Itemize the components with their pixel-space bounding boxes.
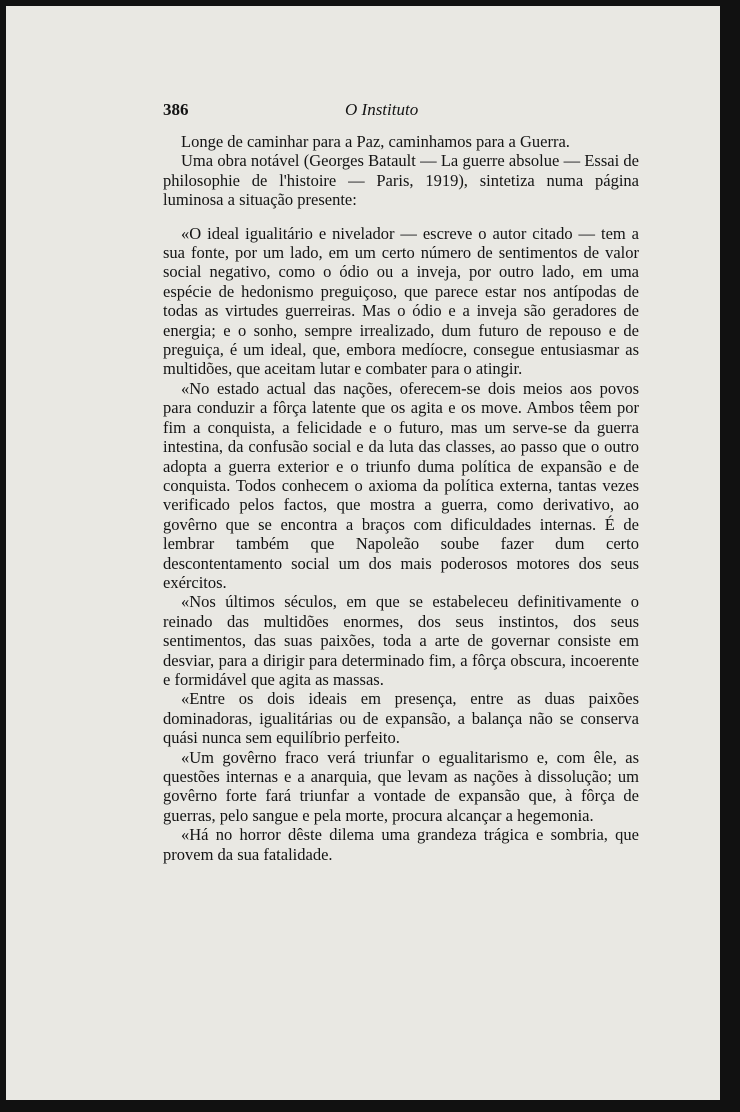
running-head	[163, 96, 639, 124]
quote-paragraph-6: «Há no horror dêste dilema uma grandeza trágica e sombria, que provem da sua fatalidade.	[163, 825, 639, 864]
page-content	[163, 96, 639, 864]
quote-paragraph-3: «Nos últimos séculos, em que se estabeleceu definitivamente o reinado das multidões enormes, dos seus instintos, dos seus sentimentos, das suas paixões, toda a arte de governar consiste em desviar, para a dirigir para determinado fim, a fôrça obscura, incoerente e formidável que agita as massas.	[163, 592, 639, 689]
page-number: 386	[163, 100, 189, 119]
quote-paragraph-5: «Um govêrno fraco verá triunfar o egualitarismo e, com êle, as questões internas e a anarquia, que levam as nações à dissolução; um govêrno forte fará triunfar a vontade de expansão que, à fôrça de guerras, pelo sangue e pela morte, procura alcançar a hegemonia.	[163, 747, 639, 825]
quote-paragraph-2: «No estado actual das nações, oferecem-se dois meios aos povos para conduzir a fôrça latente que os agita e os move. Ambos têem por fim a conquista, a felicidade e o futuro, mas um serve-se da guerra intestina, da confusão social e da luta das classes, ao passo que o outro adopta a guerra exterior e o triunfo duma política de expansão e de conquista. Todos conhecem o axioma da política externa, tantas vezes verificado pelos factos, que mostra a guerra, como derivativo, ao govêrno que se encontra a braços com dificuldades internas. É de lembrar também que Napoleão soube fazer dum certo descontentamento social um dos mais poderosos motores dos seus exércitos.	[163, 378, 639, 592]
running-title: O Instituto	[345, 100, 419, 119]
quote-paragraph-4: «Entre os dois ideais em presença, entre as duas paixões dominadoras, igualitárias ou de expansão, a balança não se conserva quási nunca sem equilíbrio perfeito.	[163, 689, 639, 748]
paragraph-1: Longe de caminhar para a Paz, caminhamos para a Guerra.	[181, 132, 570, 151]
quote-paragraph-1: «O ideal igualitário e nivelador — escreve o autor citado — tem a sua fonte, por um lado, em um certo número de sentimentos de valor social negativo, como o ódio ou a inveja, por outro lado, em uma espécie de hedonismo preguiçoso, que parece estar nos antípodas de todas as virtudes guerreiras. Mas o ódio e a inveja são geradores de energia; e o sonho, sempre irrealizado, dum futuro de repouso e de preguiça, é um ideal, que, embora medíocre, consegue entusiasmar as multidões, que aceitam lutar e combater para o atingir.	[163, 223, 639, 379]
book-page	[6, 6, 720, 1100]
paragraph-2: Uma obra notável (Georges Batault — La guerre absolue — Essai de philosophie de l'histoire — Paris, 1919), sintetiza numa página luminosa a situação presente:	[163, 151, 639, 210]
